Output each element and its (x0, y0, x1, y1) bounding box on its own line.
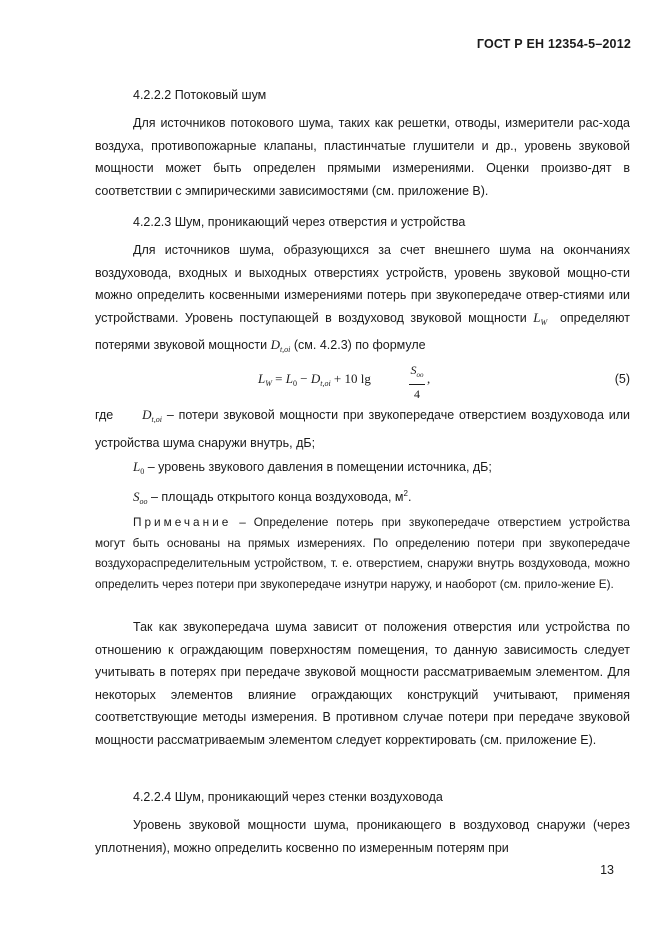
where-d-sub: t,oi (151, 415, 162, 424)
f-d: D (310, 371, 321, 386)
formula-fraction (409, 363, 425, 401)
def-l0-letter: L (133, 459, 141, 474)
where-var-d (142, 407, 162, 422)
f-s: S (410, 363, 417, 377)
section-4-2-2-3-heading: 4.2.2.3 Шум, проникающий через отверстия и устройства (133, 215, 466, 229)
f-l0-sub: 0 (292, 379, 297, 388)
standard-header: ГОСТ Р ЕН 12354-5–2012 (476, 37, 631, 51)
f-d-sub: t,oi (320, 379, 331, 388)
where-d-letter: D (142, 407, 152, 422)
var-d (271, 337, 291, 352)
where-d-text: – потери звуковой мощности при звукопередаче отверстием воздуховода или устройства шума снаружи внутрь, дБ; (95, 408, 630, 450)
s-unit-sup: 2 (403, 489, 408, 498)
section-4-2-2-3-paragraph-1 (95, 239, 630, 362)
equation-number: (5) (614, 372, 630, 386)
section-4-2-2-4-paragraph: Уровень звуковой мощности шума, проникающего в воздуховод снаружи (через уплотнения), можно определить косвенно по измеренным потерям при (95, 818, 630, 855)
f-lw: L (258, 371, 266, 386)
where-block (95, 404, 630, 454)
l0-definition (133, 456, 630, 484)
paragraph-1-mid: определяют потерями звуковой мощности (95, 310, 631, 352)
paragraph-1-end: (см. 4.2.3) по формуле (293, 338, 426, 352)
def-l0-sub: 0 (140, 467, 145, 476)
def-s-letter: S (133, 489, 140, 505)
section-4-2-2-2-paragraph: Для источников потокового шума, таких как решетки, отводы, измерители рас-хода воздуха, противопожарные клапаны, пластинчатые глушители и др., уровень звуковой мощности может быть определен прямыми измерениями. Оценки произво-дят в соответствии с эмпирическими зависимостями (см. приложение В). (95, 116, 630, 198)
formula-comma: , (427, 371, 431, 386)
def-s-sub: oo (139, 497, 148, 507)
note-text: – Определение потерь при звукопередаче отверстием устройства могут быть основаны на прямых измерениях. По определению потери при звукопередаче воздухораспределительным устройством, т. е. отверстием, снаружи внутрь воздуховода, можно определить через потери при звукопередаче изнутри наружу, и наоборот (см. прило-жение Е). (95, 515, 630, 591)
var-d-letter: D (270, 337, 280, 352)
f-s-sub: oo (416, 371, 424, 379)
f-l0: L (285, 371, 293, 386)
f-plus-10lg: + 10 lg (330, 371, 371, 386)
l0-text: – уровень звукового давления в помещении источника, дБ; (147, 460, 492, 474)
s-end: . (407, 490, 412, 505)
frac-numerator (409, 363, 425, 382)
def-s (133, 489, 148, 507)
f-lw-sub: W (265, 379, 272, 388)
frac-bar (409, 384, 425, 385)
f-eq: = (271, 371, 286, 386)
page-number: 13 (600, 863, 614, 877)
s-definition (133, 483, 630, 514)
section-4-2-2-2-heading: 4.2.2.2 Потоковый шум (133, 88, 267, 102)
s-text: – площадь открытого конца воздуховода, м (150, 490, 404, 505)
var-d-sub: t,oi (279, 345, 291, 354)
var-lw-letter: L (533, 309, 541, 325)
section-4-2-2-3-paragraph-2: Так как звукопередача шума зависит от положения отверстия или устройства по отношению к ограждающим поверхностям помещения, то данную зависимость следует учитывать в потерях при передаче звуковой мощности рассматриваемым элементом. Для некоторых элементов влияние ограждающих конструкций учитывают, применяя соответствующие методы измерения. В противном случае потери при передаче звуковой мощности рассматриваемым элементом следует корректировать (см. приложение Е). (95, 620, 630, 747)
def-l0 (133, 459, 144, 474)
var-lw (533, 310, 547, 325)
formula-5 (258, 360, 458, 404)
f-minus: − (296, 371, 311, 386)
where-label: где (95, 408, 114, 422)
paragraph-1-text: Для источников шума, образующихся за счет внешнего шума на окончаниях воздуховода, входных и выходных отверстиях устройств, уровень звуковой мощно-сти можно определить косвенными измерениями потерь при звукопередаче отвер-стиями или устройствами. Уровень поступающей в воздуховод звуковой мощности (95, 243, 630, 325)
formula-lhs (258, 371, 371, 388)
var-lw-sub: W (540, 317, 548, 327)
note-block (95, 512, 630, 594)
frac-denominator: 4 (414, 387, 420, 401)
section-4-2-2-4-heading: 4.2.2.4 Шум, проникающий через стенки воздуховода (133, 790, 443, 804)
note-label: Примечание (133, 515, 232, 529)
